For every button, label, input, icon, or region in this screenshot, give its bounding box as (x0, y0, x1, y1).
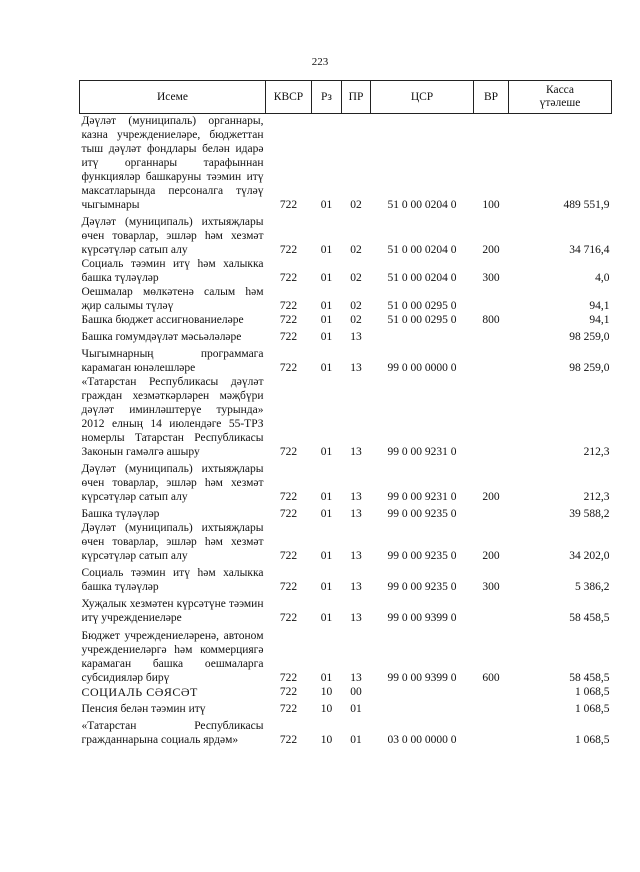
row-csr: 99 0 00 9235 0 (387, 550, 457, 562)
row-csr: 03 0 00 0000 0 (387, 734, 457, 746)
row-name: Социаль тәэмин итү һәм халыкка башка түләүләр (81, 258, 264, 284)
row-vr: 300 (482, 581, 500, 593)
row-csr: 51 0 00 0204 0 (387, 244, 457, 256)
row-amount: 212,3 (583, 446, 610, 458)
page-number: 223 (311, 56, 329, 68)
row-rz: 01 (320, 491, 333, 503)
table-row (80, 685, 612, 699)
row-kvsr: 722 (279, 612, 298, 624)
table-row (80, 699, 612, 716)
row-name: «Татарстан Республикасы гражданнарына социаль ярдәм» (81, 720, 264, 746)
row-amount: 94,1 (589, 314, 610, 326)
row-rz: 01 (320, 244, 333, 256)
row-amount: 34 716,4 (569, 244, 610, 256)
row-vr: 200 (482, 244, 500, 256)
table-row (80, 594, 612, 625)
row-amount: 4,0 (595, 272, 610, 284)
row-kvsr: 722 (279, 672, 298, 684)
row-csr: 99 0 00 9399 0 (387, 612, 457, 624)
row-name: Чыгымнарның программага карамаган юнәлешләре (81, 348, 264, 374)
row-pr: 13 (350, 581, 362, 593)
table-header-row (80, 81, 612, 114)
row-pr: 02 (350, 300, 362, 312)
row-name: Башка түләүләр (81, 508, 160, 520)
row-vr: 800 (482, 314, 500, 326)
row-rz: 01 (320, 300, 333, 312)
row-kvsr: 722 (279, 508, 298, 520)
row-rz: 10 (320, 734, 333, 746)
header-csr: ЦСР (371, 81, 474, 114)
row-kvsr: 722 (279, 362, 298, 374)
row-csr: 99 0 00 9235 0 (387, 581, 457, 593)
row-vr (474, 344, 509, 375)
row-csr: 51 0 00 0204 0 (387, 272, 457, 284)
row-name: Башка гомумдәүләт мәсьәләләре (81, 331, 242, 343)
row-name: Оешмалар мөлкәтенә салым һәм җир салымы түләү (81, 286, 264, 312)
row-vr (474, 685, 509, 699)
row-name: Башка бюджет ассигнованиеләре (81, 314, 244, 326)
row-rz: 01 (320, 550, 333, 562)
header-vr: ВР (474, 81, 509, 114)
row-amount: 34 202,0 (569, 550, 610, 562)
table-row (80, 212, 612, 257)
table-row (80, 716, 612, 747)
row-csr (371, 699, 474, 716)
row-kvsr: 722 (279, 550, 298, 562)
row-pr: 02 (350, 314, 362, 326)
row-pr: 01 (350, 734, 362, 746)
row-csr: 99 0 00 9231 0 (387, 446, 457, 458)
row-kvsr: 722 (279, 199, 298, 211)
row-vr (474, 699, 509, 716)
row-name: Пенсия белән тәэмин итү (81, 703, 206, 715)
row-rz: 01 (320, 508, 333, 520)
row-amount: 212,3 (583, 491, 610, 503)
row-kvsr: 722 (279, 300, 298, 312)
row-kvsr: 722 (279, 446, 298, 458)
row-amount: 58 458,5 (569, 672, 610, 684)
header-pr: ПР (342, 81, 371, 114)
header-amount (509, 81, 612, 114)
row-amount: 58 458,5 (569, 612, 610, 624)
table-row (80, 375, 612, 459)
row-amount: 5 386,2 (575, 581, 610, 593)
row-csr (371, 685, 474, 699)
row-vr: 100 (482, 199, 500, 211)
row-amount: 1 068,5 (575, 703, 610, 715)
row-amount: 1 068,5 (575, 686, 610, 698)
row-name: Бюджет учреждениеләренә, автоном учреждениеләргә һәм коммерциягә карамаган башка оешмаларга субсидияләр бирү (81, 630, 264, 684)
row-rz: 01 (320, 272, 333, 284)
row-kvsr: 722 (279, 703, 298, 715)
row-rz: 01 (320, 446, 333, 458)
row-csr (371, 327, 474, 344)
row-vr: 200 (482, 491, 500, 503)
table-row (80, 313, 612, 327)
row-vr (474, 504, 509, 521)
row-kvsr: 722 (279, 686, 298, 698)
table-row (80, 344, 612, 375)
row-pr: 00 (350, 686, 362, 698)
row-vr: 300 (482, 272, 500, 284)
row-name: СОЦИАЛЬ СӘЯСӘТ (81, 685, 198, 699)
row-amount: 489 551,9 (563, 199, 610, 211)
table-row (80, 563, 612, 594)
row-pr: 13 (350, 446, 362, 458)
row-csr: 51 0 00 0204 0 (387, 199, 457, 211)
row-name: Дәүләт (муниципаль) ихтыяҗлары өчен товарлар, эшләр һәм хезмәт күрсәтүләр сатып алу (81, 463, 264, 503)
row-csr: 99 0 00 9231 0 (387, 491, 457, 503)
row-name: Дәүләт (муниципаль) ихтыяҗлары өчен товарлар, эшләр һәм хезмәт күрсәтүләр сатып алу (81, 216, 264, 256)
table-row (80, 327, 612, 344)
header-name: Исеме (80, 81, 266, 114)
row-vr (474, 285, 509, 313)
row-vr (474, 716, 509, 747)
row-pr: 02 (350, 272, 362, 284)
row-vr: 600 (482, 672, 500, 684)
row-kvsr: 722 (279, 581, 298, 593)
row-amount: 98 259,0 (569, 331, 610, 343)
row-kvsr: 722 (279, 734, 298, 746)
row-pr: 01 (350, 703, 362, 715)
row-vr (474, 594, 509, 625)
row-csr: 99 0 00 9235 0 (387, 508, 457, 520)
row-pr: 13 (350, 508, 362, 520)
row-name: Дәүләт (муниципаль) органнары, казна учреждениеләре, бюджеттан тыш дәүләт фондлары белән идарә итү органнары тарафыннан функцияләр башкаруны тәэмин итү максатларында персоналга түләү чыгымнары (81, 115, 264, 211)
row-amount: 1 068,5 (575, 734, 610, 746)
header-kvsr: КВСР (266, 81, 312, 114)
row-csr: 51 0 00 0295 0 (387, 300, 457, 312)
row-vr (474, 375, 509, 459)
table-row (80, 521, 612, 563)
row-csr: 99 0 00 9399 0 (387, 672, 457, 684)
row-name: «Татарстан Республикасы дәүләт граждан хезмәткәрләрен мәҗбүри дәүләт иминләштерүе турында» 2012 елның 14 июлендәге 55-ТРЗ номерлы Татарстан Республикасы Законын гамәлгә ашыру (81, 376, 264, 458)
row-kvsr: 722 (279, 314, 298, 326)
row-vr: 200 (482, 550, 500, 562)
row-rz: 01 (320, 612, 333, 624)
row-rz: 01 (320, 331, 333, 343)
row-csr: 99 0 00 0000 0 (387, 362, 457, 374)
row-name: Дәүләт (муниципаль) ихтыяҗлары өчен товарлар, эшләр һәм хезмәт күрсәтүләр сатып алу (81, 522, 264, 562)
row-pr: 13 (350, 672, 362, 684)
row-name: Социаль тәэмин итү һәм халыкка башка түләүләр (81, 567, 264, 593)
row-pr: 02 (350, 244, 362, 256)
header-amount-line1: Касса (545, 84, 575, 96)
row-pr: 13 (350, 491, 362, 503)
row-csr: 51 0 00 0295 0 (387, 314, 457, 326)
row-rz: 01 (320, 581, 333, 593)
table-row (80, 504, 612, 521)
row-pr: 13 (350, 612, 362, 624)
row-rz: 01 (320, 199, 333, 211)
row-pr: 13 (350, 550, 362, 562)
header-amount-line2: үтәлеше (539, 97, 581, 109)
row-amount: 98 259,0 (569, 362, 610, 374)
budget-table (79, 80, 612, 747)
row-vr (474, 327, 509, 344)
row-rz: 10 (320, 703, 333, 715)
row-kvsr: 722 (279, 244, 298, 256)
table-row (80, 285, 612, 313)
row-kvsr: 722 (279, 331, 298, 343)
row-rz: 01 (320, 314, 333, 326)
row-pr: 13 (350, 331, 362, 343)
row-rz: 01 (320, 362, 333, 374)
row-amount: 94,1 (589, 300, 610, 312)
header-rz: Рз (312, 81, 342, 114)
table-row (80, 114, 612, 213)
row-rz: 01 (320, 672, 333, 684)
row-pr: 02 (350, 199, 362, 211)
table-row (80, 459, 612, 504)
row-kvsr: 722 (279, 491, 298, 503)
row-kvsr: 722 (279, 272, 298, 284)
table-row (80, 257, 612, 285)
table-row (80, 625, 612, 685)
row-rz: 10 (320, 686, 333, 698)
row-name: Хуҗалык хезмәтен күрсәтүне тәэмин итү учреждениеләре (81, 598, 264, 624)
row-pr: 13 (350, 362, 362, 374)
row-amount: 39 588,2 (569, 508, 610, 520)
